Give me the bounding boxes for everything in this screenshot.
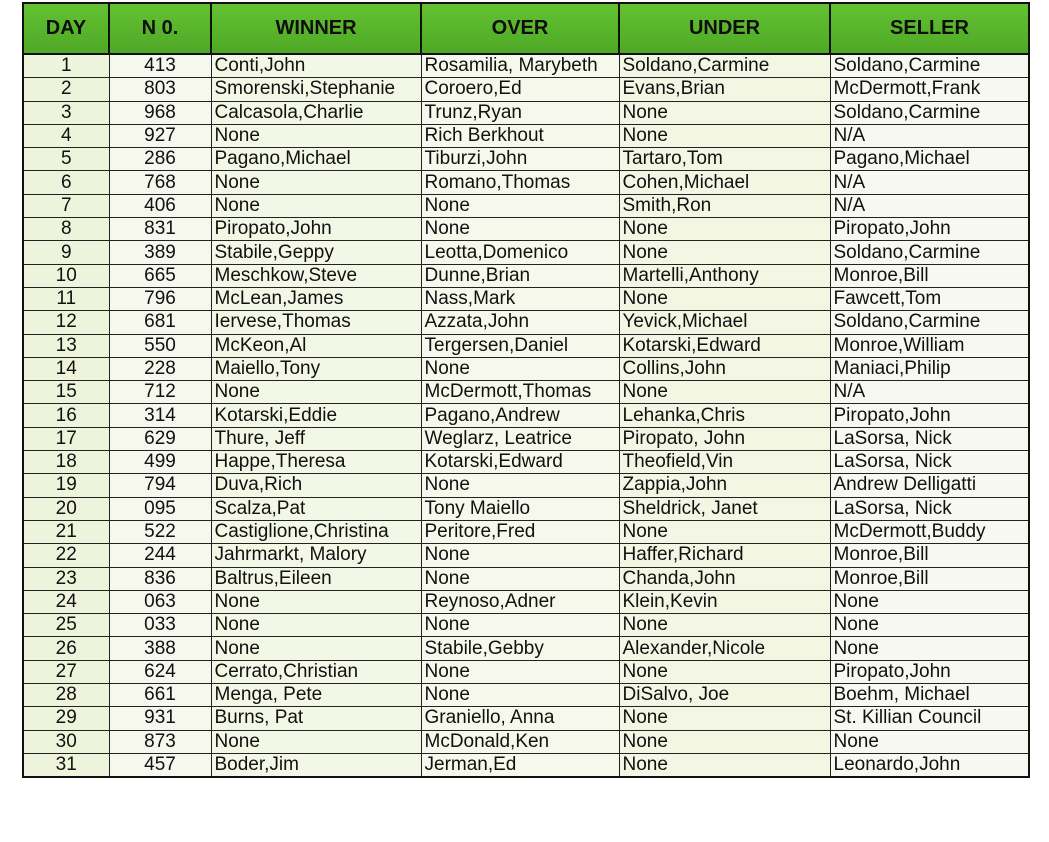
under-cell: Piropato, John [619, 427, 830, 450]
winner-cell: Happe,Theresa [211, 451, 421, 474]
number-cell: 796 [109, 287, 211, 310]
table-row [23, 381, 1029, 404]
winner-cell: Castiglione,Christina [211, 520, 421, 543]
seller-cell: Piropato,John [830, 404, 1029, 427]
day-cell: 15 [23, 381, 109, 404]
day-cell: 18 [23, 451, 109, 474]
day-cell: 9 [23, 241, 109, 264]
over-cell: Reynoso,Adner [421, 590, 619, 613]
under-cell: None [619, 730, 830, 753]
over-cell: Trunz,Ryan [421, 101, 619, 124]
winner-cell: Pagano,Michael [211, 148, 421, 171]
over-cell: None [421, 614, 619, 637]
table-row [23, 148, 1029, 171]
table-row [23, 520, 1029, 543]
day-cell: 20 [23, 497, 109, 520]
table-header [23, 3, 1029, 54]
number-cell: 712 [109, 381, 211, 404]
seller-cell: Boehm, Michael [830, 684, 1029, 707]
day-cell: 29 [23, 707, 109, 730]
over-cell: None [421, 544, 619, 567]
table-row [23, 474, 1029, 497]
table-row [23, 684, 1029, 707]
under-cell: None [619, 753, 830, 777]
winner-cell: Meschkow,Steve [211, 264, 421, 287]
day-cell: 7 [23, 194, 109, 217]
number-cell: 931 [109, 707, 211, 730]
under-cell: Yevick,Michael [619, 311, 830, 334]
over-cell: McDonald,Ken [421, 730, 619, 753]
seller-cell: Piropato,John [830, 218, 1029, 241]
over-cell: Peritore,Fred [421, 520, 619, 543]
table-row [23, 637, 1029, 660]
over-cell: Rich Berkhout [421, 124, 619, 147]
seller-cell: Monroe,William [830, 334, 1029, 357]
day-cell: 24 [23, 590, 109, 613]
table-row [23, 427, 1029, 450]
under-cell: None [619, 101, 830, 124]
winner-cell: Piropato,John [211, 218, 421, 241]
number-cell: 499 [109, 451, 211, 474]
over-cell: Tiburzi,John [421, 148, 619, 171]
day-cell: 21 [23, 520, 109, 543]
seller-cell: None [830, 590, 1029, 613]
over-cell: Nass,Mark [421, 287, 619, 310]
under-cell: Collins,John [619, 357, 830, 380]
table-row [23, 311, 1029, 334]
table-row [23, 124, 1029, 147]
day-cell: 16 [23, 404, 109, 427]
winner-cell: Scalza,Pat [211, 497, 421, 520]
day-cell: 8 [23, 218, 109, 241]
day-cell: 26 [23, 637, 109, 660]
seller-cell: McDermott,Frank [830, 78, 1029, 101]
over-cell: Kotarski,Edward [421, 451, 619, 474]
under-cell: Lehanka,Chris [619, 404, 830, 427]
winner-cell: Thure, Jeff [211, 427, 421, 450]
day-cell: 30 [23, 730, 109, 753]
table-row [23, 730, 1029, 753]
over-cell: Azzata,John [421, 311, 619, 334]
day-cell: 17 [23, 427, 109, 450]
over-cell: Leotta,Domenico [421, 241, 619, 264]
seller-cell: None [830, 614, 1029, 637]
under-cell: Evans,Brian [619, 78, 830, 101]
table-row [23, 404, 1029, 427]
number-cell: 665 [109, 264, 211, 287]
seller-cell: None [830, 637, 1029, 660]
seller-cell: Monroe,Bill [830, 264, 1029, 287]
number-cell: 389 [109, 241, 211, 264]
day-cell: 4 [23, 124, 109, 147]
number-cell: 624 [109, 660, 211, 683]
table-row [23, 614, 1029, 637]
seller-cell: Monroe,Bill [830, 544, 1029, 567]
winner-cell: Burns, Pat [211, 707, 421, 730]
under-cell: None [619, 124, 830, 147]
under-cell: Soldano,Carmine [619, 54, 830, 78]
under-cell: None [619, 520, 830, 543]
seller-cell: Monroe,Bill [830, 567, 1029, 590]
over-cell: Tergersen,Daniel [421, 334, 619, 357]
winner-cell: McLean,James [211, 287, 421, 310]
seller-cell: Piropato,John [830, 660, 1029, 683]
winner-cell: Smorenski,Stephanie [211, 78, 421, 101]
table-row [23, 451, 1029, 474]
header-day: DAY [23, 3, 109, 54]
seller-cell: N/A [830, 124, 1029, 147]
over-cell: Coroero,Ed [421, 78, 619, 101]
winners-table-container [22, 2, 1028, 778]
day-cell: 23 [23, 567, 109, 590]
over-cell: None [421, 357, 619, 380]
day-cell: 14 [23, 357, 109, 380]
table-row [23, 497, 1029, 520]
day-cell: 2 [23, 78, 109, 101]
under-cell: Kotarski,Edward [619, 334, 830, 357]
seller-cell: McDermott,Buddy [830, 520, 1029, 543]
number-cell: 661 [109, 684, 211, 707]
seller-cell: Fawcett,Tom [830, 287, 1029, 310]
under-cell: Zappia,John [619, 474, 830, 497]
winner-cell: None [211, 637, 421, 660]
seller-cell: Soldano,Carmine [830, 101, 1029, 124]
over-cell: Dunne,Brian [421, 264, 619, 287]
number-cell: 286 [109, 148, 211, 171]
under-cell: None [619, 381, 830, 404]
over-cell: None [421, 194, 619, 217]
table-row [23, 78, 1029, 101]
table-row [23, 660, 1029, 683]
under-cell: Alexander,Nicole [619, 637, 830, 660]
under-cell: DiSalvo, Joe [619, 684, 830, 707]
under-cell: None [619, 614, 830, 637]
winner-cell: Duva,Rich [211, 474, 421, 497]
winner-cell: Iervese,Thomas [211, 311, 421, 334]
table-row [23, 334, 1029, 357]
day-cell: 1 [23, 54, 109, 78]
header-winner: WINNER [211, 3, 421, 54]
over-cell: None [421, 660, 619, 683]
seller-cell: LaSorsa, Nick [830, 497, 1029, 520]
number-cell: 550 [109, 334, 211, 357]
day-cell: 31 [23, 753, 109, 777]
table-row [23, 171, 1029, 194]
number-cell: 244 [109, 544, 211, 567]
seller-cell: LaSorsa, Nick [830, 427, 1029, 450]
table-row [23, 287, 1029, 310]
table-row [23, 241, 1029, 264]
under-cell: Theofield,Vin [619, 451, 830, 474]
number-cell: 803 [109, 78, 211, 101]
under-cell: Chanda,John [619, 567, 830, 590]
winner-cell: Baltrus,Eileen [211, 567, 421, 590]
table-row [23, 707, 1029, 730]
number-cell: 768 [109, 171, 211, 194]
over-cell: Tony Maiello [421, 497, 619, 520]
over-cell: Romano,Thomas [421, 171, 619, 194]
table-row [23, 357, 1029, 380]
under-cell: Tartaro,Tom [619, 148, 830, 171]
seller-cell: Soldano,Carmine [830, 241, 1029, 264]
header-over: OVER [421, 3, 619, 54]
over-cell: None [421, 684, 619, 707]
header-row [23, 3, 1029, 54]
under-cell: Cohen,Michael [619, 171, 830, 194]
day-cell: 28 [23, 684, 109, 707]
day-cell: 5 [23, 148, 109, 171]
seller-cell: Soldano,Carmine [830, 311, 1029, 334]
number-cell: 794 [109, 474, 211, 497]
day-cell: 12 [23, 311, 109, 334]
over-cell: Stabile,Gebby [421, 637, 619, 660]
seller-cell: None [830, 730, 1029, 753]
table-row [23, 194, 1029, 217]
under-cell: Klein,Kevin [619, 590, 830, 613]
header-number: N 0. [109, 3, 211, 54]
seller-cell: Andrew Delligatti [830, 474, 1029, 497]
day-cell: 6 [23, 171, 109, 194]
under-cell: None [619, 707, 830, 730]
header-seller: SELLER [830, 3, 1029, 54]
seller-cell: Maniaci,Philip [830, 357, 1029, 380]
number-cell: 831 [109, 218, 211, 241]
over-cell: Pagano,Andrew [421, 404, 619, 427]
table-row [23, 218, 1029, 241]
number-cell: 836 [109, 567, 211, 590]
over-cell: Weglarz, Leatrice [421, 427, 619, 450]
day-cell: 27 [23, 660, 109, 683]
table-row [23, 590, 1029, 613]
table-row [23, 544, 1029, 567]
seller-cell: N/A [830, 381, 1029, 404]
number-cell: 314 [109, 404, 211, 427]
winner-cell: Stabile,Geppy [211, 241, 421, 264]
winner-cell: Calcasola,Charlie [211, 101, 421, 124]
over-cell: Graniello, Anna [421, 707, 619, 730]
seller-cell: Leonardo,John [830, 753, 1029, 777]
winner-cell: Menga, Pete [211, 684, 421, 707]
over-cell: None [421, 474, 619, 497]
number-cell: 681 [109, 311, 211, 334]
number-cell: 413 [109, 54, 211, 78]
seller-cell: N/A [830, 171, 1029, 194]
winner-cell: None [211, 614, 421, 637]
under-cell: Sheldrick, Janet [619, 497, 830, 520]
winner-cell: Conti,John [211, 54, 421, 78]
number-cell: 457 [109, 753, 211, 777]
number-cell: 873 [109, 730, 211, 753]
winner-cell: Maiello,Tony [211, 357, 421, 380]
number-cell: 927 [109, 124, 211, 147]
under-cell: None [619, 241, 830, 264]
table-row [23, 753, 1029, 777]
table-row [23, 264, 1029, 287]
over-cell: McDermott,Thomas [421, 381, 619, 404]
winner-cell: None [211, 171, 421, 194]
under-cell: None [619, 218, 830, 241]
winner-cell: None [211, 194, 421, 217]
number-cell: 063 [109, 590, 211, 613]
number-cell: 968 [109, 101, 211, 124]
under-cell: Haffer,Richard [619, 544, 830, 567]
day-cell: 25 [23, 614, 109, 637]
number-cell: 095 [109, 497, 211, 520]
winner-cell: None [211, 590, 421, 613]
number-cell: 629 [109, 427, 211, 450]
over-cell: None [421, 567, 619, 590]
over-cell: None [421, 218, 619, 241]
seller-cell: N/A [830, 194, 1029, 217]
winner-cell: Kotarski,Eddie [211, 404, 421, 427]
winner-cell: None [211, 730, 421, 753]
winner-cell: Cerrato,Christian [211, 660, 421, 683]
number-cell: 406 [109, 194, 211, 217]
winner-cell: Boder,Jim [211, 753, 421, 777]
seller-cell: LaSorsa, Nick [830, 451, 1029, 474]
under-cell: None [619, 660, 830, 683]
under-cell: Smith,Ron [619, 194, 830, 217]
table-row [23, 54, 1029, 78]
number-cell: 228 [109, 357, 211, 380]
winner-cell: None [211, 381, 421, 404]
under-cell: None [619, 287, 830, 310]
day-cell: 13 [23, 334, 109, 357]
under-cell: Martelli,Anthony [619, 264, 830, 287]
day-cell: 19 [23, 474, 109, 497]
winners-table [22, 2, 1030, 778]
over-cell: Jerman,Ed [421, 753, 619, 777]
winner-cell: Jahrmarkt, Malory [211, 544, 421, 567]
day-cell: 3 [23, 101, 109, 124]
number-cell: 522 [109, 520, 211, 543]
seller-cell: Pagano,Michael [830, 148, 1029, 171]
winner-cell: None [211, 124, 421, 147]
day-cell: 11 [23, 287, 109, 310]
day-cell: 22 [23, 544, 109, 567]
table-row [23, 101, 1029, 124]
number-cell: 388 [109, 637, 211, 660]
seller-cell: St. Killian Council [830, 707, 1029, 730]
table-row [23, 567, 1029, 590]
winner-cell: McKeon,Al [211, 334, 421, 357]
over-cell: Rosamilia, Marybeth [421, 54, 619, 78]
number-cell: 033 [109, 614, 211, 637]
day-cell: 10 [23, 264, 109, 287]
table-body [23, 54, 1029, 777]
seller-cell: Soldano,Carmine [830, 54, 1029, 78]
header-under: UNDER [619, 3, 830, 54]
